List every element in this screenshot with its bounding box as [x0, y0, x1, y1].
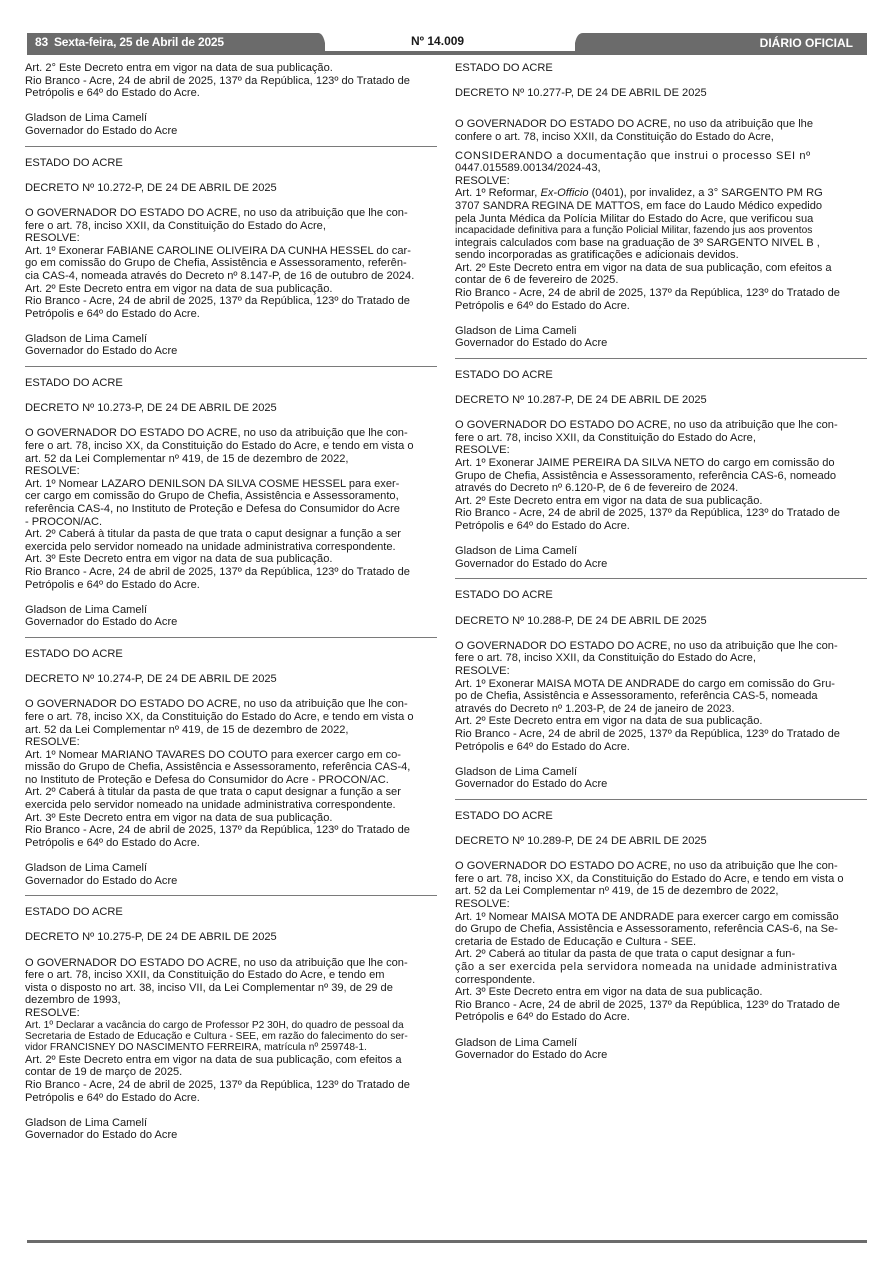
article-text: pela Junta Médica da Polícia Militar do Estado do Acre, que verificou sua: [455, 212, 814, 225]
place-date: Petrópolis e 64º do Estado do Acre.: [25, 578, 200, 591]
decree-10288: [455, 589, 867, 791]
intro-text: dezembro de 1993,: [25, 994, 121, 1007]
signature-name: Gladson de Lima Camelí: [455, 1036, 578, 1049]
intro-text: fere o art. 78, inciso XX, da Constituição do Estado do Acre, e tendo em vista o: [25, 710, 414, 723]
article-text: ção a ser exercida pela servidora nomeada na unidade administrativa: [455, 961, 838, 973]
section-divider: [455, 578, 867, 579]
article-text: Art. 3º Este Decreto entra em vigor na data de sua publicação.: [25, 553, 333, 566]
resolve-label: RESOLVE:: [25, 1006, 80, 1019]
decree-10277: [455, 62, 867, 350]
article-text: Art. 1º Nomear LAZARO DENILSON DA SILVA COSME HESSEL para exer-: [25, 477, 400, 490]
intro-text: art. 52 da Lei Complementar nº 419, de 15 de dezembro de 2022,: [25, 452, 349, 465]
header-rule: [27, 53, 867, 55]
article-text: Art. 1º Exonerar JAIME PEREIRA DA SILVA NETO do cargo em comissão do: [455, 457, 835, 470]
article-text: Art. 2º Este Decreto entra em vigor na data de sua publicação.: [25, 282, 333, 295]
place-date: Petrópolis e 64º do Estado do Acre.: [25, 87, 200, 100]
signature-title: Governador do Estado do Acre: [455, 557, 608, 570]
article-text: Art. 2º Caberá à titular da pasta de que trata o caput designar a função a ser: [25, 786, 401, 799]
resolve-label: RESOLVE:: [455, 664, 510, 677]
intro-text: confere o art. 78, inciso XXII, da Constituição do Estado do Acre,: [455, 130, 774, 143]
intro-text: O GOVERNADOR DO ESTADO DO ACRE, no uso da atribuição que lhe con-: [455, 639, 838, 652]
intro-text: fere o art. 78, inciso XXII, da Constituição do Estado do Acre,: [25, 219, 326, 232]
place-date: Petrópolis e 64º do Estado do Acre.: [25, 836, 200, 849]
article-text: contar de 6 de fevereiro de 2025.: [455, 274, 619, 287]
article-text: Secretaria de Estado de Educação e Cultura - SEE, em razão do falecimento do ser-: [25, 1030, 408, 1042]
resolve-label: RESOLVE:: [455, 174, 510, 187]
signature-name: Gladson de Lima Camelí: [25, 862, 148, 875]
signature-name: Gladson de Lima Camelí: [25, 1116, 148, 1129]
article-text: cer cargo em comissão do Grupo de Chefia, Assistência e Assessoramento,: [25, 490, 399, 503]
state-heading: ESTADO DO ACRE: [25, 377, 123, 390]
page-header: [27, 33, 867, 53]
article-text: Art. 2° Este Decreto entra em vigor na data de sua publicação.: [25, 62, 333, 74]
left-column: [25, 62, 437, 1142]
article-prefix: Art. 1º Reformar,: [455, 187, 541, 200]
decree-10275: [25, 906, 437, 1142]
decree-title: DECRETO Nº 10.272-P, DE 24 DE ABRIL DE 2025: [25, 181, 277, 194]
article-emphasis: Ex-Officio: [540, 187, 589, 200]
signature-name: Gladson de Lima Camelí: [455, 765, 578, 778]
article-text: exercida pelo servidor nomeado na unidade administrativa correspondente.: [25, 799, 396, 812]
decree-10289: [455, 810, 867, 1062]
signature-title: Governador do Estado do Acre: [25, 345, 178, 358]
article-text: incapacidade definitiva para a função Policial Militar, fazendo jus aos proventos: [455, 225, 813, 237]
signature-name: Gladson de Lima Camelí: [25, 603, 148, 616]
article-text: Art. 2º Este Decreto entra em vigor na data de sua publicação.: [455, 494, 763, 507]
article-text: do Grupo de Chefia, Assistência e Assessoramento, referência CAS-6, na Se-: [455, 923, 838, 936]
article-text: vidor FRANCISNEY DO NASCIMENTO FERREIRA, matrícula nº 259748-1.: [25, 1042, 367, 1054]
article-text: missão do Grupo de Chefia, Assistência e Assessoramento, referência CAS-4,: [25, 761, 411, 774]
section-divider: [25, 895, 437, 896]
place-date: Rio Branco - Acre, 24 de abril de 2025, 137º da República, 123º do Tratado de: [25, 74, 410, 87]
place-date: Petrópolis e 64º do Estado do Acre.: [455, 520, 630, 532]
place-date: Rio Branco - Acre, 24 de abril de 2025, 137º da República, 123º do Tratado de: [25, 1078, 410, 1091]
intro-text: fere o art. 78, inciso XX, da Constituição do Estado do Acre, e tendo em vista o: [25, 440, 414, 453]
state-heading: ESTADO DO ACRE: [25, 156, 123, 169]
considering-text: CONSIDERANDO a documentação que instrui o processo SEI nº: [455, 149, 811, 162]
decree-continued: [25, 62, 437, 138]
signature-title: Governador do Estado do Acre: [25, 1129, 178, 1142]
article-text: Art. 2º Este Decreto entra em vigor na data de sua publicação.: [455, 715, 763, 728]
footer-rule: [27, 1240, 867, 1243]
article-text: po de Chefia, Assistência e Assessoramento, referência CAS-5, nomeada: [455, 690, 818, 703]
decree-10274: [25, 648, 437, 887]
article-text: através do Decreto nº 1.203-P, de 24 de janeiro de 2023.: [455, 702, 735, 715]
journal-name: DIÁRIO OFICIAL: [759, 36, 853, 50]
article-text: Art. 1º Exonerar MAISA MOTA DE ANDRADE do cargo em comissão do Gru-: [455, 677, 835, 690]
article-text: Art. 1º Declarar a vacância do cargo de Professor P2 30H, do quadro de pessoal da: [25, 1019, 404, 1031]
place-date: Rio Branco - Acre, 24 de abril de 2025, 137º da República, 123º do Tratado de: [25, 824, 410, 837]
place-date: Petrópolis e 64º do Estado do Acre.: [25, 1091, 200, 1104]
signature-title: Governador do Estado do Acre: [25, 616, 178, 629]
signature-title: Governador do Estado do Acre: [455, 337, 608, 350]
article-text: através do Decreto nº 6.120-P, de 6 de fevereiro de 2024.: [455, 482, 739, 495]
article-text: exercida pelo servidor nomeado na unidade administrativa correspondente.: [25, 540, 396, 553]
article-text: Art. 2º Caberá à titular da pasta de que trata o caput designar a função a ser: [25, 528, 401, 541]
intro-text: O GOVERNADOR DO ESTADO DO ACRE, no uso da atribuição que lhe con-: [455, 860, 838, 873]
place-date: Rio Branco - Acre, 24 de abril de 2025, 137º da República, 123º do Tratado de: [455, 727, 840, 740]
article-text: integrais calculados com base na graduação de 3º SARGENTO NIVEL B ,: [455, 236, 820, 249]
intro-text: O GOVERNADOR DO ESTADO DO ACRE, no uso da atribuição que lhe con-: [455, 419, 838, 432]
header-left: [35, 35, 224, 49]
section-divider: [25, 366, 437, 367]
intro-text: O GOVERNADOR DO ESTADO DO ACRE, no uso da atribuição que lhe con-: [25, 206, 408, 219]
section-divider: [25, 637, 437, 638]
article-text: [455, 187, 867, 200]
decree-title: DECRETO Nº 10.277-P, DE 24 DE ABRIL DE 2025: [455, 87, 707, 100]
page-number: 83: [35, 35, 48, 49]
state-heading: ESTADO DO ACRE: [455, 62, 553, 74]
intro-text: art. 52 da Lei Complementar nº 419, de 15 de dezembro de 2022,: [25, 723, 349, 736]
intro-text: fere o art. 78, inciso XXII, da Constituição do Estado do Acre, e tendo em: [25, 969, 385, 982]
signature-title: Governador do Estado do Acre: [455, 778, 608, 791]
section-divider: [25, 146, 437, 147]
state-heading: ESTADO DO ACRE: [25, 906, 123, 919]
article-text: Art. 3º Este Decreto entra em vigor na data de sua publicação.: [455, 986, 763, 999]
decree-10272: [25, 157, 437, 359]
resolve-label: RESOLVE:: [25, 736, 80, 749]
article-text: Art. 1º Nomear MARIANO TAVARES DO COUTO para exercer cargo em co-: [25, 748, 401, 761]
decree-title: DECRETO Nº 10.274-P, DE 24 DE ABRIL DE 2025: [25, 673, 277, 686]
decree-10273: [25, 377, 437, 629]
signature-title: Governador do Estado do Acre: [25, 874, 178, 887]
article-text: Art. 1º Exonerar FABIANE CAROLINE OLIVEIRA DA CUNHA HESSEL do car-: [25, 244, 411, 257]
signature-name: Gladson de Lima Camelí: [455, 545, 578, 558]
section-divider: [455, 358, 867, 359]
intro-text: fere o art. 78, inciso XXII, da Constituição do Estado do Acre,: [455, 431, 756, 444]
article-text: 3707 SANDRA REGINA DE MATTOS, em face do Laudo Médico expedido: [455, 199, 823, 212]
issue-number: Nº 14.009: [411, 34, 465, 48]
intro-text: O GOVERNADOR DO ESTADO DO ACRE, no uso da atribuição que lhe: [455, 118, 814, 131]
place-date: Petrópolis e 64º do Estado do Acre.: [25, 307, 200, 320]
article-text: Art. 2º Este Decreto entra em vigor na data de sua publicação, com efeitos a: [455, 261, 832, 274]
decree-title: DECRETO Nº 10.287-P, DE 24 DE ABRIL DE 2025: [455, 394, 707, 407]
article-text: sendo incorporadas as gratificações e adicionais devidos.: [455, 249, 739, 262]
article-text: no Instituto de Proteção e Defesa do Consumidor do Acre - PROCON/AC.: [25, 773, 389, 786]
article-text: Art. 3º Este Decreto entra em vigor na data de sua publicação.: [25, 811, 333, 824]
place-date: Rio Branco - Acre, 24 de abril de 2025, 137º da República, 123º do Tratado de: [25, 565, 410, 578]
state-heading: ESTADO DO ACRE: [455, 809, 553, 822]
place-date: Petrópolis e 64º do Estado do Acre.: [455, 1011, 630, 1024]
decree-title: DECRETO Nº 10.289-P, DE 24 DE ABRIL DE 2025: [455, 835, 707, 848]
intro-text: fere o art. 78, inciso XX, da Constituição do Estado do Acre, e tendo em vista o: [455, 872, 844, 885]
article-text: referência CAS-4, no Instituto de Proteção e Defesa do Consumidor do Acre: [25, 503, 400, 515]
article-text: contar de 19 de março de 2025.: [25, 1066, 183, 1079]
state-heading: ESTADO DO ACRE: [455, 368, 553, 381]
article-text: correspondente.: [455, 973, 536, 986]
article-text: cia CAS-4, nomeada através do Decreto nº 8.147-P, de 16 de outubro de 2024.: [25, 269, 415, 282]
signature-title: Governador do Estado do Acre: [25, 124, 178, 137]
intro-text: O GOVERNADOR DO ESTADO DO ACRE, no uso da atribuição que lhe con-: [25, 427, 408, 440]
article-text: Art. 1º Nomear MAISA MOTA DE ANDRADE para exercer cargo em comissão: [455, 910, 839, 923]
issue-date: Sexta-feira, 25 de Abril de 2025: [53, 35, 224, 49]
resolve-label: RESOLVE:: [455, 898, 510, 911]
article-text: Art. 2º Caberá ao titular da pasta de que trata o caput designar a fun-: [455, 948, 796, 961]
article-text: cretaria de Estado de Educação e Cultura - SEE.: [455, 935, 697, 948]
signature-name: Gladson de Lima Cameli: [455, 324, 577, 337]
section-divider: [455, 799, 867, 800]
intro-text: vista o disposto no art. 38, inciso VII, da Lei Complementar nº 39, de 29 de: [25, 981, 393, 994]
intro-text: O GOVERNADOR DO ESTADO DO ACRE, no uso da atribuição que lhe con-: [25, 698, 408, 711]
decree-title: DECRETO Nº 10.288-P, DE 24 DE ABRIL DE 2025: [455, 614, 707, 627]
resolve-label: RESOLVE:: [25, 232, 80, 245]
resolve-label: RESOLVE:: [455, 444, 510, 457]
place-date: Rio Branco - Acre, 24 de abril de 2025, 137º da República, 123º do Tratado de: [455, 286, 840, 299]
right-column: [455, 62, 867, 1062]
article-text: Art. 2º Este Decreto entra em vigor na data de sua publicação, com efeitos a: [25, 1053, 402, 1066]
signature-name: Gladson de Lima Camelí: [25, 112, 148, 125]
place-date: Rio Branco - Acre, 24 de abril de 2025, 137º da República, 123º do Tratado de: [455, 998, 840, 1011]
considering-text: 0447.015589.00134/2024-43,: [455, 162, 601, 175]
signature-name: Gladson de Lima Camelí: [25, 332, 148, 345]
signature-title: Governador do Estado do Acre: [455, 1049, 608, 1062]
place-date: Rio Branco - Acre, 24 de abril de 2025, 137º da República, 123º do Tratado de: [25, 295, 410, 308]
state-heading: ESTADO DO ACRE: [455, 589, 553, 602]
place-date: Rio Branco - Acre, 24 de abril de 2025, 137º da República, 123º do Tratado de: [455, 507, 840, 520]
article-suffix: (0401), por invalidez, a 3° SARGENTO PM RG: [588, 187, 823, 200]
place-date: Petrópolis e 64º do Estado do Acre.: [455, 299, 630, 312]
resolve-label: RESOLVE:: [25, 465, 80, 478]
article-text: - PROCON/AC.: [25, 515, 103, 528]
article-text: go em comissão do Grupo de Chefia, Assistência e Assessoramento, referên-: [25, 257, 407, 270]
article-text: Grupo de Chefia, Assistência e Assessoramento, referência CAS-6, nomeado: [455, 469, 837, 482]
decree-title: DECRETO Nº 10.275-P, DE 24 DE ABRIL DE 2025: [25, 931, 277, 944]
place-date: Petrópolis e 64º do Estado do Acre.: [455, 740, 630, 753]
intro-text: fere o art. 78, inciso XXII, da Constituição do Estado do Acre,: [455, 652, 756, 665]
intro-text: art. 52 da Lei Complementar nº 419, de 15 de dezembro de 2022,: [455, 885, 779, 898]
intro-text: O GOVERNADOR DO ESTADO DO ACRE, no uso da atribuição que lhe con-: [25, 956, 408, 969]
decree-10287: [455, 369, 867, 571]
decree-title: DECRETO Nº 10.273-P, DE 24 DE ABRIL DE 2025: [25, 402, 277, 415]
state-heading: ESTADO DO ACRE: [25, 647, 123, 660]
